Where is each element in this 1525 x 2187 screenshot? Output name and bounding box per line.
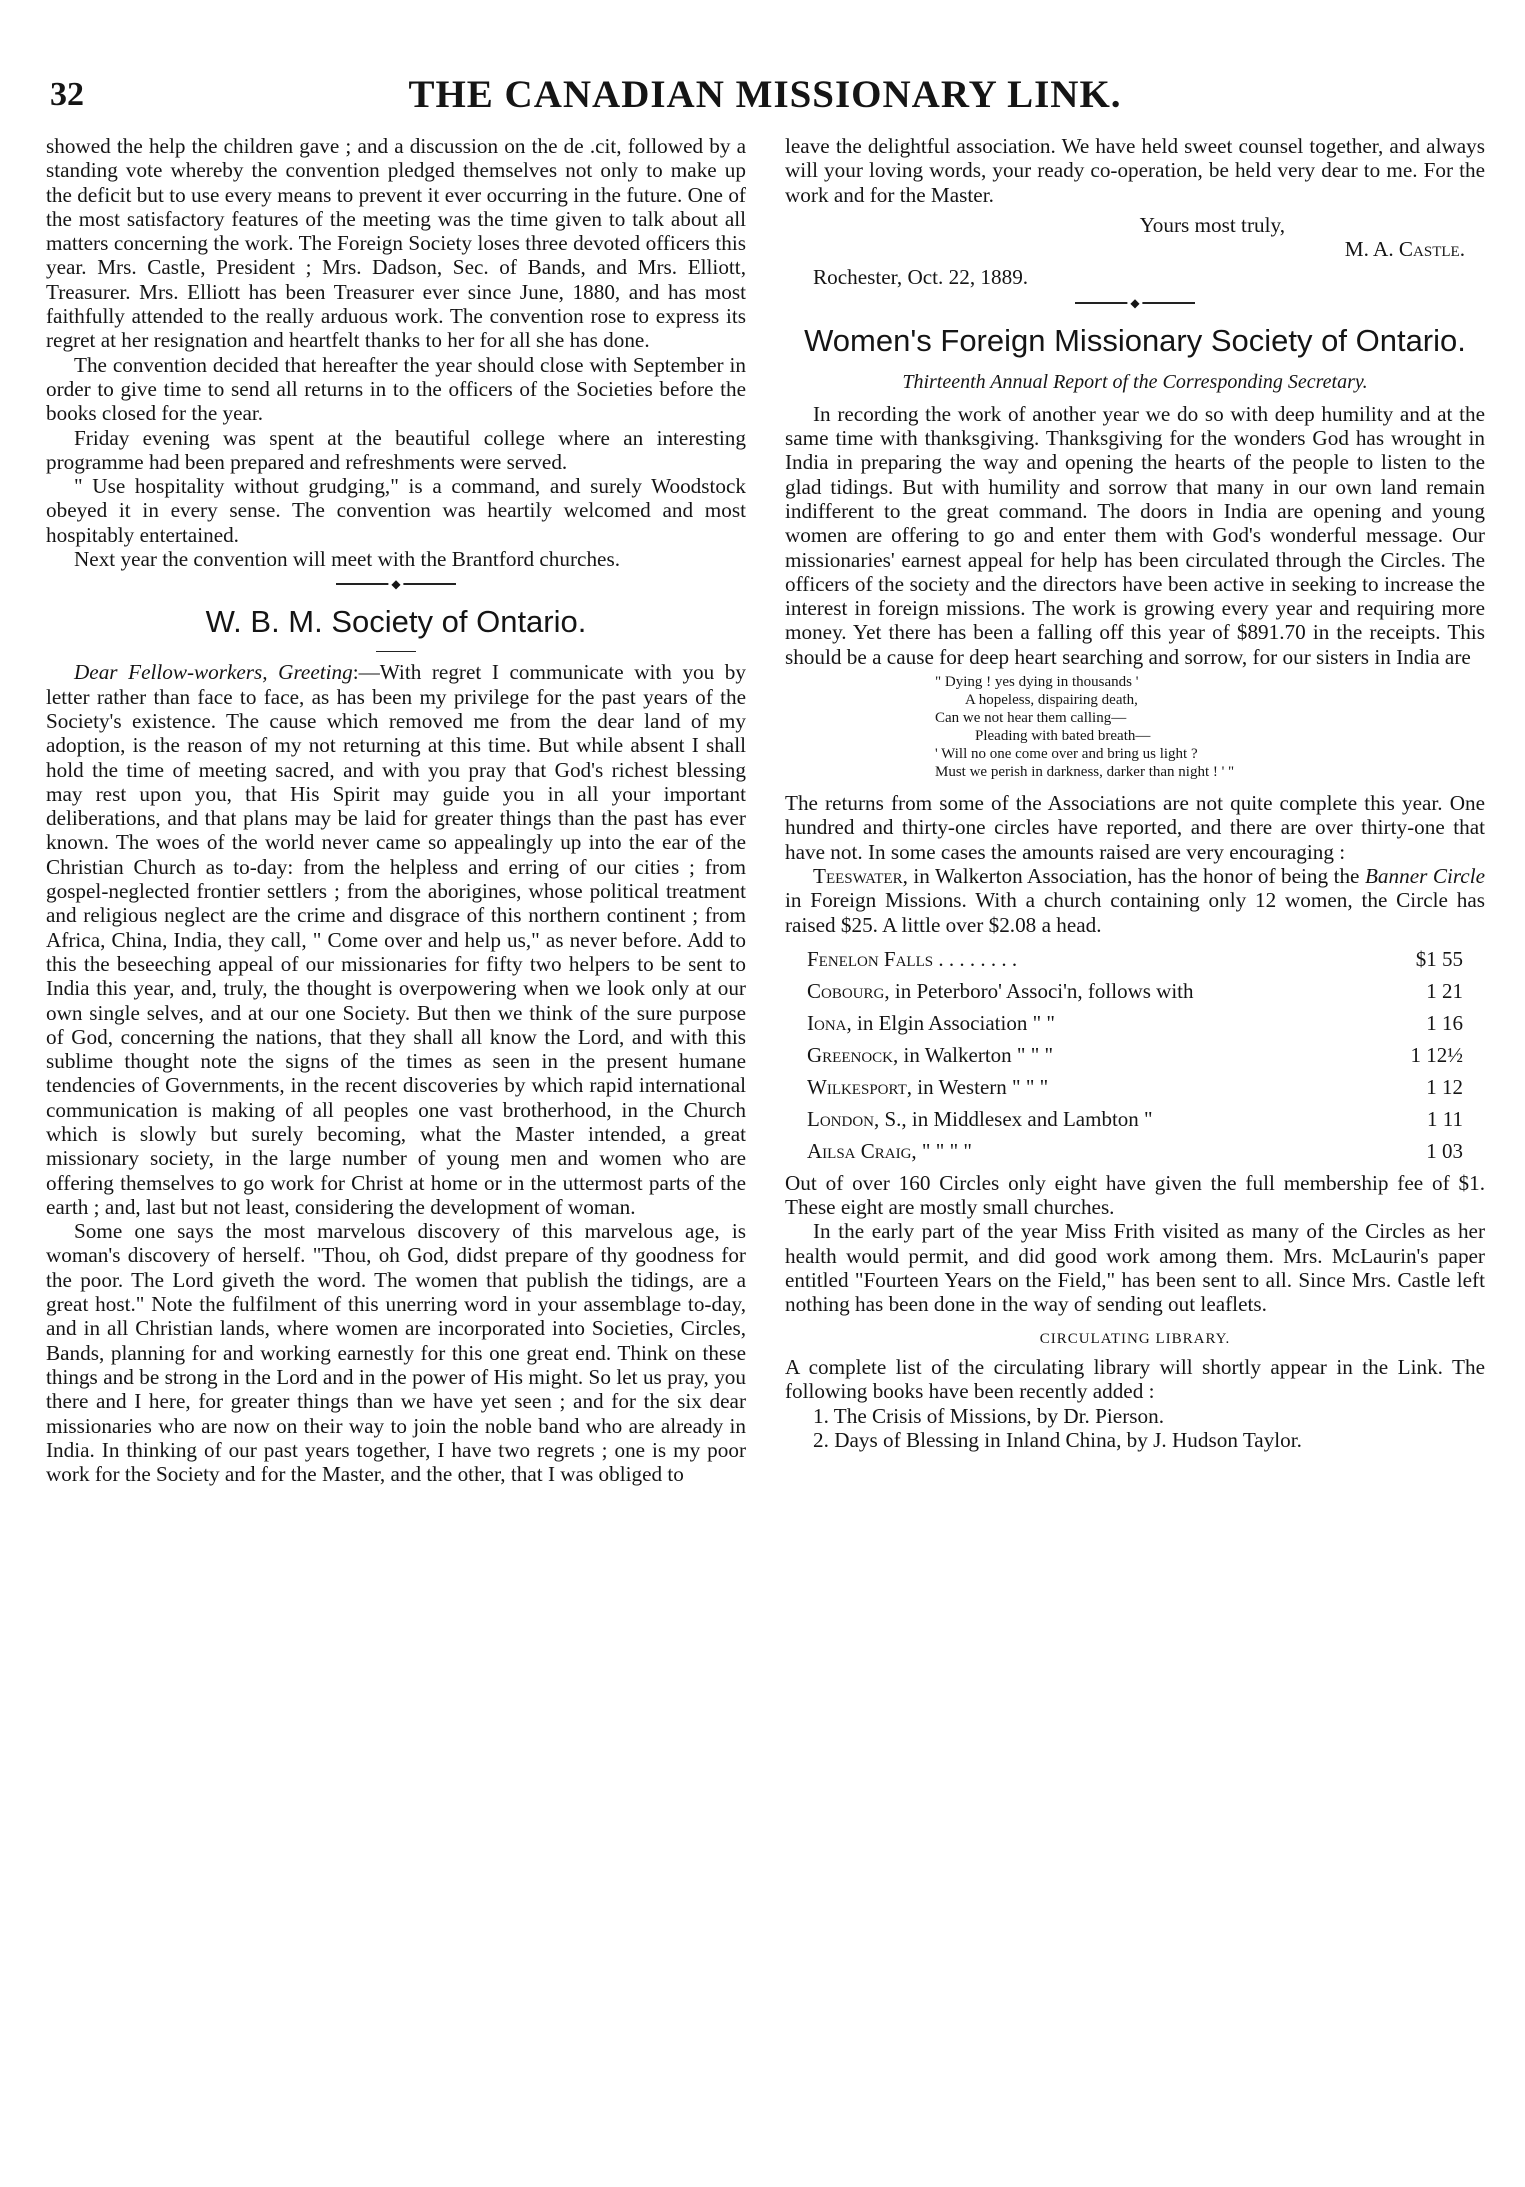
- circle-detail: , in Peterboro' Associ'n, follows with: [884, 978, 1194, 1003]
- circle-name: Fenelon Falls: [807, 946, 934, 971]
- circle-amount: 1 12: [1426, 1074, 1463, 1099]
- paragraph: The convention decided that hereafter the year should close with September in order to give time to send all returns in to the officers of the Societies before the books closed for the year.: [46, 352, 746, 426]
- paragraph: The returns from some of the Associations are not quite complete this year. One hundred and thirty-one circles have reported, and there are over thirty-one that have not. In some cases the amounts raised are very encouraging :: [785, 791, 1485, 864]
- table-row: [785, 943, 1485, 975]
- poem-line: A hopeless, dispairing death,: [965, 692, 1138, 709]
- circle-detail: , in Western " " ": [906, 1074, 1049, 1099]
- circle-detail: , " " " ": [911, 1138, 972, 1163]
- poem-line: " Dying ! yes dying in thousands ': [935, 674, 1139, 691]
- signature-block: [785, 213, 1485, 262]
- masthead: THE CANADIAN MISSIONARY LINK.: [408, 73, 1122, 116]
- circle-detail: . . . . . . . .: [933, 946, 1018, 971]
- circle-amount: $1 55: [1415, 946, 1463, 971]
- title-rule: [376, 651, 416, 652]
- library-heading: CIRCULATING LIBRARY.: [1039, 1330, 1231, 1347]
- dateline: Rochester, Oct. 22, 1889.: [813, 265, 1029, 290]
- poem-line: Must we perish in darkness, darker than night ! ' ": [935, 764, 1235, 781]
- banner-circle: Banner Circle: [1364, 863, 1486, 888]
- page-header: [40, 58, 1490, 128]
- circle-name: Greenock: [807, 1042, 893, 1067]
- circle-detail: , in Walkerton " " ": [893, 1042, 1054, 1067]
- section-title: W. B. M. Society of Ontario.: [205, 604, 587, 640]
- closing: Yours most truly,: [1139, 212, 1285, 237]
- circle-amount: 1 12½: [1410, 1042, 1463, 1067]
- table-row: [785, 1007, 1485, 1039]
- circle-detail: , in Elgin Association " ": [846, 1010, 1055, 1035]
- paragraph: Some one says the most marvelous discovery of this marvelous age, is woman's discovery of herself. "Thou, oh God, didst prepare of thy goodness for the poor. The Lord giveth the word. The women that publish the tidings, are a great host." Note the fulfilment of this unerring word in your assemblage to-day, and in all Christian lands, where women are incorporated into Societies, Circles, Bands, planning for and working earnestly for this one great end. Think on these things and be strong in the Lord and in the power of His might. So let us pray, you there and I here, for greater things than we have yet seen ; and for the six dear missionaries who are now on their way to join the noble band who are already in India. In thinking of our past years together, I have two regrets ; one is my poor work for the Society and for the Master, and the other, that I was obliged to: [46, 1219, 746, 1487]
- paragraph: In recording the work of another year we do so with deep humility and at the same time with thanksgiving. Thanksgiving for the wonders God has wrought in India in preparing the way and opening the hearts of the people to listen to the glad tidings. But with humility and sorrow that many in our own land remain indifferent to the great command. The doors in India are opening and young women are offering to go and enter them with God's wonderful message. Our missionaries' earnest appeal for help has been circulated through the Circles. The officers of the society and the directors have been active in seeking to increase the interest in foreign missions. The work is growing every year and requiring more money. Yet there has been a falling off this year of $891.70 in the receipts. This should be a cause for deep heart searching and sorrow, for our sisters in India are: [785, 401, 1485, 669]
- letter-text: :—With regret I communicate with you by letter rather than face to face, as has been my privilege for the past years of the Society's existence. The cause which removed me from the dear land of my adoption, is the reason of my not returning at this time. But while absent I shall hold the time of meeting sacred, and with you pray that God's richest blessing may rest upon you, that His Spirit may guide you in all your important deliberations, and that plans may be laid for greater things than the past has ever known. The woes of the world never came so appealingly up into the ear of the Christian Church as to-day: from the helpless and erring of our cities ; from gospel-neglected frontier settlers ; from the aborigines, whose political treatment and religious neglect are the crime and disgrace of this northern continent ; from Africa, China, India, they call, " Come over and help us," as never before. Add to this the beseeching appeal of our missionaries for fifty two helpers to be sent to India this year, and, truly, the thought is overpowering when we look only at our own single selves, and at our one Society. But then we think of the sure purpose of God, concerning the nations, that they shall all know the Lord, and with this sublime thought note the signs of the times as seen in the present humane tendencies of Governments, in the recent discoveries by which rapid international communication is making of all peoples one vast brotherhood, in the Church which is slowly but surely becoming, what the Master intended, a great missionary society, in the large number of young men and women who are offering themselves to go work for Christ at home or in the uttermost parts of the earth ; and, last but not least, considering the development of woman.: [46, 660, 746, 1219]
- poem-line: Pleading with bated breath—: [975, 728, 1151, 745]
- table-row: [785, 975, 1485, 1007]
- paragraph: " Use hospitality without grudging," is a command, and surely Woodstock obeyed it in every sense. The convention was heartily welcomed and most hospitably entertained.: [46, 474, 746, 547]
- book-list: [785, 1404, 1485, 1453]
- left-column: [46, 134, 746, 1486]
- table-row: [785, 1103, 1485, 1135]
- circle-name: Iona: [807, 1010, 847, 1035]
- paragraph: In the early part of the year Miss Frith visited as many of the Circles as her health would permit, and did good work among them. Mrs. McLaurin's paper entitled "Fourteen Years on the Field," has been sent to all. Since Mrs. Castle left nothing has been done in the way of sending out leaflets.: [785, 1219, 1485, 1317]
- poem: [935, 673, 1485, 781]
- signature: M. A. Castle.: [1344, 237, 1465, 262]
- circle-name: Teeswater: [813, 863, 903, 888]
- section-divider: [336, 583, 456, 589]
- paragraph: showed the help the children gave ; and a discussion on the de .cit, followed by a standing vote whereby the convention pledged themselves not only to make up the deficit but to use every means to prevent it ever occurring in the future. One of the most satisfactory features of the meeting was the time given to talk about all matters concerning the work. The Foreign Society loses three devoted officers this year. Mrs. Castle, President ; Mrs. Dadson, Sec. of Bands, and Mrs. Elliott, Treasurer. Mrs. Elliott has been Treasurer ever since June, 1880, and has most faithfully attended to the really arduous work. The convention rose to express its regret at her resignation and heartfelt thanks to her for all she has done.: [46, 134, 746, 353]
- circle-amount: 1 21: [1426, 978, 1463, 1003]
- poem-line: ' Will no one come over and bring us light ?: [935, 746, 1198, 763]
- paragraph: A complete list of the circulating library will shortly appear in the Link. The following books have been recently added :: [785, 1354, 1485, 1404]
- letter-paragraph: [46, 660, 746, 1219]
- circle-amount: 1 11: [1427, 1106, 1463, 1131]
- list-item: 1. The Crisis of Missions, by Dr. Pierson.: [813, 1403, 1164, 1428]
- circle-name: London, S.: [807, 1106, 902, 1131]
- table-row: [785, 1039, 1485, 1071]
- paragraph-text: in Foreign Missions. With a church containing only 12 women, the Circle has raised $25. A little over $2.08 a head.: [785, 888, 1485, 937]
- list-item: 2. Days of Blessing in Inland China, by J. Hudson Taylor.: [813, 1427, 1302, 1452]
- section-subtitle: Thirteenth Annual Report of the Corresponding Secretary.: [902, 370, 1368, 393]
- paragraph: Out of over 160 Circles only eight have given the full membership fee of $1. These eight are mostly small churches.: [785, 1170, 1485, 1220]
- poem-line: Can we not hear them calling—: [935, 710, 1127, 727]
- right-column: [785, 134, 1485, 1452]
- circle-name: Wilkesport: [807, 1074, 907, 1099]
- table-row: [785, 1135, 1485, 1167]
- paragraph: [785, 864, 1485, 937]
- paragraph-text: , in Walkerton Association, has the honor of being the: [902, 863, 1365, 888]
- section-divider: [1075, 302, 1195, 308]
- page-number: 32: [50, 76, 84, 113]
- circle-amount: 1 03: [1426, 1138, 1463, 1163]
- salutation: Dear Fellow-workers, Greeting: [74, 660, 353, 685]
- circle-name: Cobourg: [807, 978, 885, 1003]
- section-title: Women's Foreign Missionary Society of Ontario.: [804, 322, 1466, 358]
- paragraph: Next year the convention will meet with the Brantford churches.: [74, 547, 620, 572]
- circles-table: [785, 943, 1485, 1167]
- table-row: [785, 1071, 1485, 1103]
- paragraph: Friday evening was spent at the beautiful college where an interesting programme had been prepared and refreshments were served.: [46, 425, 746, 474]
- paragraph: leave the delightful association. We have held sweet counsel together, and always will your loving words, your ready co-operation, be held very dear to me. For the work and for the Master.: [785, 134, 1485, 207]
- circle-name: Ailsa Craig: [807, 1138, 912, 1163]
- circle-amount: 1 16: [1426, 1010, 1463, 1035]
- circle-detail: , in Middlesex and Lambton ": [901, 1106, 1153, 1131]
